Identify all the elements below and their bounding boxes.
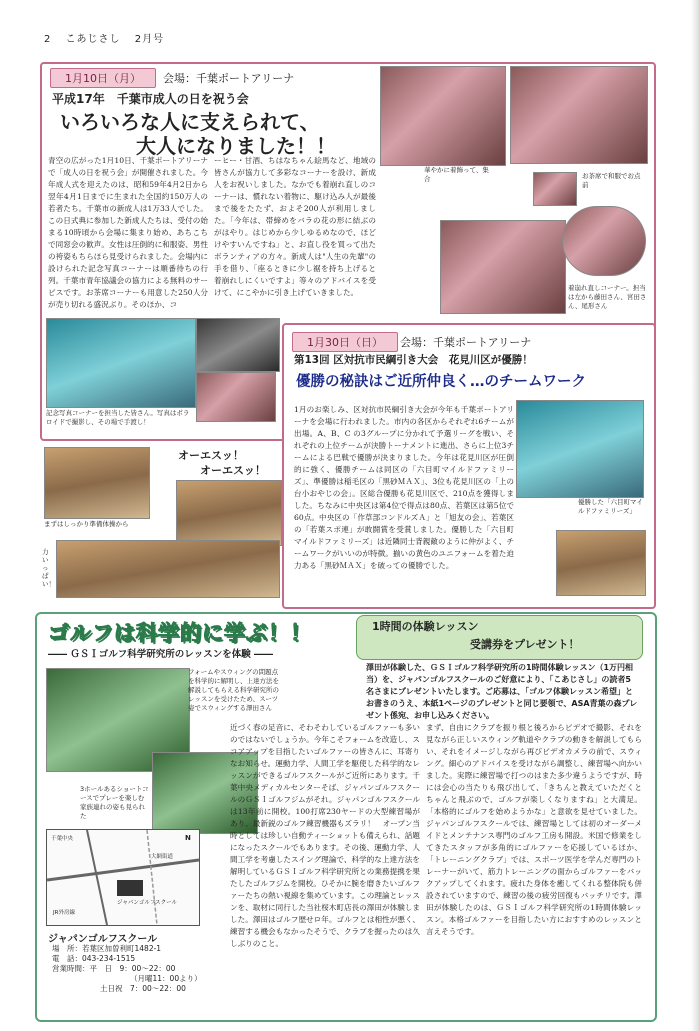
- photo-kimono-fix: [440, 220, 566, 314]
- map-label-school: ジャパンゴルフスクール: [117, 900, 178, 906]
- map-north-icon: N: [185, 834, 191, 842]
- golf-title: ゴルフは科学的に学ぶ！！: [48, 621, 312, 645]
- article-headline-2: 優勝の秘訣はご近所仲良く…のチームワーク: [296, 374, 586, 390]
- info-place: 場 所：若葉区加曽利町1482-1: [52, 944, 162, 953]
- map-label-rail: JR外房線: [53, 910, 75, 916]
- shout-1: オーエスッ！: [178, 449, 244, 462]
- info-hours-weekend: 土日祝 7：00～22：00: [100, 984, 186, 993]
- photo-warmup: [44, 447, 150, 519]
- event-date-badge: 1月10日（月）: [50, 68, 156, 88]
- article-headline-line2: 大人になりました！！: [136, 134, 336, 158]
- photo-tea-ceremony: [510, 66, 648, 164]
- article-body-col2: ーヒー・甘酒、ちはなちゃん絵馬など、地域の皆さんが協力して多彩なコーナーを設け、新成人をお祝いしました。なかでも着崩れ直しのコーナーは、慣れない着物に、駆け込み人が最後まで後をたたず、およそ200人が利用しました。「今年は、帯締めをバラの花の形に結ぶのがはやり。はじめから少しゆるめなので、ほどけやすいんですね」と、お直し役を買って出たボランティアの方々。新成人は"人生の先輩"の手を借り、「座るときに少し裾を持ち上げると着崩れしにくいですよ」等々のアドバイスを受けて、にこやかに引き上げていきました。: [214, 156, 376, 297]
- event-venue-2: 会場：千葉ポートアリーナ: [400, 336, 532, 349]
- photo-tug-pulling: [56, 540, 280, 598]
- article-body-col1: 青空の広がった1月10日、千葉ポートアリーナで「成人の日を祝う会」が開催されました。今年成人式を迎えたのは、昭和59年4月2日から翌年4月1日までに生まれた全国約150万人の若者たち。千葉市の新成人は1万33人でした。この日式典に参加した新成人たちは、受付の始まる10時頃から会場に集まり始め、あちこちで同窓会の歓声。女性は圧倒的に和服姿、男性の袴姿もちらほら見受けられました。会場内に設けられた記念写真コーナーは順番待ちの行列。千葉市青年協議会の協力による無料のサービスです。お茶席コーナーも用意した250人分が売り切れる盛況ぶり。そのほか、コ: [48, 156, 208, 309]
- lesson-promo-line1: 1時間の体験レッスン: [372, 620, 479, 633]
- photo-tug-closeup: [556, 530, 646, 596]
- article-headline-line1: いろいろな人に支えられて、: [60, 110, 320, 134]
- photo-tea-ceremony-inset: [533, 172, 577, 206]
- shout-2: オーエスッ！: [200, 464, 266, 477]
- page-header: [44, 30, 174, 45]
- photo-photo-corner-staff: [46, 318, 196, 408]
- info-hours-weekday: 営業時間：平 日 9：00～22：00: [52, 964, 176, 973]
- info-phone: 電 話：043-234-1515: [52, 954, 136, 963]
- map-label-road: 大網街道: [151, 854, 174, 860]
- photo-group-kimono: [380, 66, 506, 166]
- school-name: ジャパンゴルフスクール: [48, 934, 158, 945]
- article-body-2: 1月のお楽しみ、区対抗市民綱引き大会が今年も千葉ポートアリーナを会場に行われました。市内の各区からそれぞれ6チームが出場。A、B、C の3グループに分かれて予選リーグを戦い、それぞれの上位チームが決勝トーナメントに進出、さらに上位3チームによる巴戦で優勝が決まりました。今年は花見川区が圧倒的に強く、優勝チームは同区の「六目町マイルドファミリーズ」、準優勝は稲毛区の「黒砂ＭＡＸ」、3位も花見川区の「上の台小おやじの会」。区総合優勝も花見川区で、210点を獲得しました。ちなみに中央区は第4位で得点は80点、若葉区は第5位で60点。中央区の「作草部コンドルズＡ」と「旭友の会」、若葉区の「若葉スポ連」が敢闘賞を受賞しました。優勝した「六目町マイルドファミリーズ」は近隣同士背親敵のように仲がよく、チームワークがいいのが特徴。揃いの黄色のユニフォームを着た迫力ある「黒砂ＭＡＸ」を破っての優勝でした。: [294, 405, 514, 570]
- caption-tea-ceremony: お茶席で和服でお点前: [582, 172, 641, 189]
- caption-strain: 力いっぱい！: [42, 548, 55, 588]
- golf-subtitle: ―― ＧＳＩゴルフ科学研究所のレッスンを体験 ――: [48, 649, 274, 660]
- golf-body-col2: まず、自由にクラブを振り根と後ろからビデオで撮影、それを見ながら正しいスウィング軌道やクラブの動きを解説してもらい、それをイメージしながら再びビデオカメラの前で、スウィング。細心のアドバイスを受けながら調整し、練習場へ向かいました。実際に練習場で打つのはまた多少違うようですが、時には会心の当たりも飛び出して、「きちんと教えていただくとちゃんと飛ぶので、ゴルフが楽しくなりますね」と大満足。「本格的にゴルフを始めようかな」と意欲を見せていました。ジャパンゴルフスクールでは、練習場としては初のオーダーメイドとメンテナンス専門のゴルフ工房も開設。米国で修業をしてきたスタッフが多角的にゴルファーを応援しているほか、「トレーニングクラブ」では、スポーツ医学を学んだ専門のトレーナーがいて、筋力トレーニングの面からゴルファーをバックアップしてくれます。疲れた身体を癒してくれる整体院も併設されていますので、練習の後の疲労回復もバッチリです。澤田が体験したのは、ＧＳＩゴルフ科学研究所の1時間体験レッスン。本格ゴルファーを目指したい方におすすめのレッスンと言えそうです。: [426, 723, 642, 936]
- lesson-promo-body: 澤田が体験した、ＧＳＩゴルフ科学研究所の1時間体験レッスン（1万円相当）を、ジャパンゴルフスクールのご好意により、「こあじさし」の読者5名さまにプレゼントいたします。ご応募は、「ゴルフ体験レッスン希望」とお書きのうえ、本紙1ページのプレゼントと同じ要領で、ASA青葉の森プレゼント係宛、お申し込みください。: [366, 663, 638, 720]
- caption-warmup: まずはしっかり準備体操から: [44, 520, 129, 528]
- page-number: 2: [44, 34, 52, 45]
- access-map: [46, 829, 200, 926]
- caption-short-course: 3ホールあるショートコースでプレーを楽しむ家族連れの姿も見られた: [80, 785, 149, 820]
- photo-tug-team: [176, 480, 282, 546]
- caption-kimono-fix: 着崩れ直しコーナー。担当は左から藤田さん、宮田さん、尾形さん: [568, 284, 647, 310]
- issue-label: 2月号: [134, 34, 165, 45]
- golf-body-col1: 近づく春の足音に、そわそわしているゴルファーも多いのではないでしょうか。今年こそフォームを改造し、スコアアップを目指したいゴルファーの皆さんに、耳寄りなお知らせ。運動力学、人間工学を駆使した科学的なレッスンができるゴルフスクールがご近所にあります。千葉中央メディカルセンターそば、ジャパンゴルフスクールのＧＳＩゴルフジムがそれ。ジャパンゴルフスクールは13年前に開校。100打席230ヤードの大型練習場があり、最新鋭のゴルフ練習機器もズラリ！ オープン当時としては珍しい自動ティーショットも備えられ、話題になったスクールでもあります。その後、運動力学、人間工学を考慮したスイング理論で、科学的な上達方法を解明しているＧＳＩゴルフ科学研究所との業務提携を果たしたゴルフジムを開校。ひそかに腕を磨きたいゴルファーたちの熱い視線を集めています。この理論とレッスンを、取材に同行した当社桜木町店長の澤田が体験しました。澤田はゴルフ歴せロ年。ゴルフとは相性が悪く、練習する機会もなかったそうで、クラブを握ったのは久しぶりのこと。: [230, 723, 420, 948]
- info-hours-monday: （月曜11：00より）: [130, 974, 202, 983]
- event-venue: 会場：千葉ポートアリーナ: [163, 72, 295, 85]
- photo-winning-team: [516, 400, 644, 498]
- caption-golf-swing: フォームやスウィングの問題点を科学的に解明し、上達方法を解説してもらえる科学研究所のレッスンを受けたため、スーツ姿でスウィングする澤田さん: [188, 668, 279, 712]
- event-date-badge-2: 1月30日（日）: [292, 332, 398, 352]
- caption-group-kimono: 華やかに着飾って、集合: [424, 166, 489, 183]
- caption-photo-corner: 記念写真コーナーを担当した皆さん。写真はポラロイドで撮影し、その場で手渡し！: [46, 409, 190, 426]
- article-kicker: 平成17年 千葉市成人の日を祝う会: [52, 92, 249, 106]
- map-label-station: 千葉中央: [51, 836, 74, 842]
- photo-volunteers: [562, 206, 646, 276]
- page-edge-shadow: [691, 0, 699, 1031]
- article-kicker-2: 第13回 区対抗市民綱引き大会 花見川区が優勝！: [294, 354, 533, 366]
- caption-winning-team: 優勝した「六目町マイルドファミリーズ」: [578, 498, 643, 515]
- photo-registration: [196, 318, 280, 372]
- publication-name: こあじさし: [65, 34, 121, 45]
- lesson-promo-line2: 受講券をプレゼント！: [470, 638, 580, 651]
- photo-polaroid: [196, 372, 276, 422]
